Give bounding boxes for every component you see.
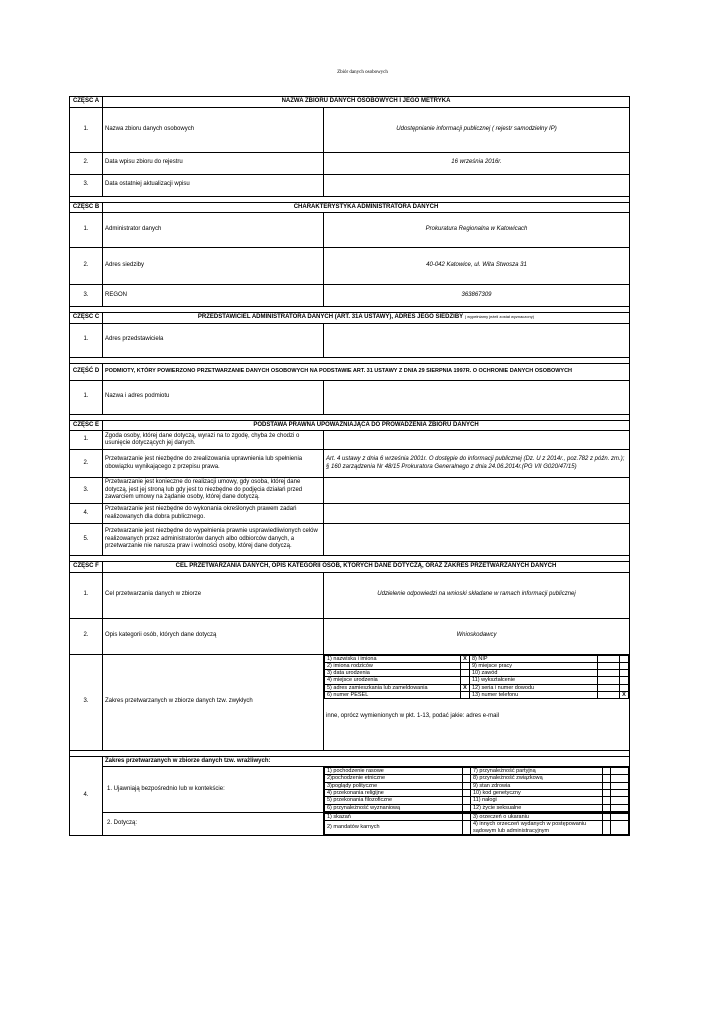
data-category-label: 1) nazwiska i imiona (325, 655, 461, 662)
table-row (70, 152, 630, 174)
field-value: Udzielenie odpowiedzi na wnioski składane w ramach informacji publicznej (324, 572, 630, 618)
section-c-header (70, 313, 630, 324)
row-number: 1. (70, 213, 103, 248)
field-label: Data wpisu zbioru do rejestru (103, 152, 324, 174)
check-mark (461, 677, 470, 684)
row-number: 5. (70, 524, 103, 556)
data-category-label: 13) numer telefonu (470, 692, 598, 699)
section-e-title: PODSTAWA PRAWNA UPOWAŻNIAJĄCA DO PROWADZENIA ZBIORU DANYCH (103, 420, 630, 431)
table-row (70, 107, 630, 152)
empty-cell (598, 677, 620, 684)
row-number: 2. (70, 618, 103, 654)
section-c-note: ( wypełniamy jeżeli został wyznaczony) (464, 314, 535, 319)
data-category-label: 3) data urodzenia (325, 670, 461, 677)
data-category-label: 4) miejsce urodzenia (325, 677, 461, 684)
check-mark (620, 670, 629, 677)
list-item (325, 782, 629, 789)
field-label: Zgoda osoby, której dane dotyczą, wyrazi na to zgodę, chyba że chodzi o usunięcie dotyczących jej danych. (103, 431, 324, 450)
row-number: 3. (70, 478, 103, 504)
section-f-header (70, 562, 630, 573)
data-category-label: 12) seria i numer dowodu (470, 684, 598, 691)
check-mark: X (620, 692, 629, 699)
row-number: 1. (70, 431, 103, 450)
field-label: Cel przetwarzania danych w zbiorze (103, 572, 324, 618)
empty-cell (611, 797, 629, 804)
section-a-header (70, 97, 630, 108)
field-value: 16 września 2016r. (324, 152, 630, 174)
list-item (325, 768, 629, 775)
section-a-title: NAZWA ZBIORU DANYCH OSOBOWYCH I JEGO METRYKA (103, 97, 630, 108)
list-item (325, 684, 629, 691)
field-value (324, 323, 630, 357)
list-item (325, 655, 629, 662)
table-row (70, 524, 630, 556)
section-c-label: CZĘŚĆ C (70, 313, 103, 324)
check-mark (620, 677, 629, 684)
field-label: Adres siedziby (103, 248, 324, 285)
sensitive-sub1-cell (324, 767, 630, 813)
row-number: 1. (70, 323, 103, 357)
empty-cell (598, 670, 620, 677)
empty-cell (463, 768, 471, 775)
empty-cell (598, 662, 620, 669)
ordinary-data-table (324, 655, 629, 700)
register-table (69, 96, 630, 836)
check-mark: X (461, 655, 470, 662)
sensitive-sub1-table (324, 767, 629, 812)
field-value (324, 478, 630, 504)
data-category-label: 3)poglądy polityczne (325, 782, 463, 789)
data-category-label: 5) adres zamieszkania lub zameldowania (325, 684, 461, 691)
section-c-title (103, 313, 630, 324)
section-b-label: CZĘŚĆ B (70, 202, 103, 213)
table-row (70, 248, 630, 285)
table-row (70, 380, 630, 414)
list-item (325, 662, 629, 669)
data-category-label: 9) miejsce pracy (470, 662, 598, 669)
data-category-label: 10) zawód (470, 670, 598, 677)
field-value (324, 504, 630, 524)
data-category-label: 7) przynależność partyjną (471, 768, 603, 775)
empty-cell (611, 775, 629, 782)
data-category-label: 5) przekonania filozoficzne (325, 797, 463, 804)
empty-cell (598, 684, 620, 691)
row-number: 3. (70, 654, 103, 750)
field-label: Zakres przetwarzanych w zbiorze danych tzw. zwykłych (103, 654, 324, 750)
field-label: Przetwarzanie jest niezbędne do wypełnienia prawnie usprawiedliwionych celów realizowanych przez administratorów danych albo odbiorców danych, a przetwarzanie nie narusza praw i wolności osoby, której dane dotyczą. (103, 524, 324, 556)
data-category-label: 2)pochodzenie etniczne (325, 775, 463, 782)
empty-cell (603, 789, 611, 796)
check-mark (461, 670, 470, 677)
check-mark (620, 662, 629, 669)
section-d-label: CZĘŚĆ D (70, 363, 103, 380)
field-value (324, 174, 630, 196)
field-label: Data ostatniej aktualizacji wpisu (103, 174, 324, 196)
data-category-label: 6) przynależność wyznaniową (325, 804, 463, 811)
table-row (70, 572, 630, 618)
empty-cell (611, 768, 629, 775)
data-category-label: 8) przynależność związkową (471, 775, 603, 782)
table-row (70, 618, 630, 654)
field-value: Wnioskodawcy (324, 618, 630, 654)
sensitive-sub2-row (70, 812, 630, 835)
data-category-label: 11) wykształcenie (470, 677, 598, 684)
data-category-label: 10) kod genetyczny (471, 789, 603, 796)
empty-cell (463, 782, 471, 789)
section-b-title: CHARAKTERYSTYKA ADMINISTRATORA DANYCH (103, 202, 630, 213)
section-e-label: CZĘŚĆ E (70, 420, 103, 431)
other-data-note: inne, oprócz wymienionych w pkt. 1-13, podać jakie: adres e-mail (326, 713, 500, 720)
sensitive-data-title: Zakres przetwarzanych w zbiorze danych tzw. wrażliwych: (103, 756, 630, 767)
empty-cell (603, 797, 611, 804)
row-number: 4. (70, 504, 103, 524)
list-item (325, 670, 629, 677)
data-category-label: 4) innych orzeczeń wydanych w postępowaniu sądowym lub administracyjnym (471, 821, 603, 835)
row-number: 2. (70, 152, 103, 174)
empty-cell (611, 813, 629, 820)
data-category-label: 1) skazań (325, 813, 463, 820)
field-value: Prokuratura Regionalna w Katowicach (324, 213, 630, 248)
empty-cell (603, 775, 611, 782)
empty-cell (463, 804, 471, 811)
data-category-label: 2) imiona rodziców (325, 662, 461, 669)
field-value (324, 524, 630, 556)
table-row (70, 450, 630, 478)
data-category-label: 2) mandatów karnych (325, 821, 463, 835)
empty-cell (611, 782, 629, 789)
table-row (70, 323, 630, 357)
section-d-title: PODMIOTY, KTÓRY POWIERZONO PRZETWARZANIE DANYCH OSOBOWYCH NA PODSTAWIE ART. 31 USTAWY Z DNIA 29 SIERPNIA 1997R. O OCHRONIE DANYCH OSOBOWYCH (103, 363, 630, 380)
field-label: REGON (103, 285, 324, 307)
field-label: Adres przedstawiciela (103, 323, 324, 357)
table-row (70, 174, 630, 196)
field-value (324, 380, 630, 414)
empty-cell (463, 775, 471, 782)
table-row (70, 504, 630, 524)
section-c-title-text: PRZEDSTAWICIEL ADMINISTRATORA DANYCH (ART. 31A USTAWY), ADRES JEGO SIEDZIBY (197, 314, 464, 320)
data-category-label: 3) orzeczeń o ukaraniu (471, 813, 603, 820)
empty-cell (463, 797, 471, 804)
table-row (70, 654, 630, 750)
empty-cell (603, 768, 611, 775)
list-item (325, 692, 629, 699)
list-item (325, 821, 629, 835)
section-d-header (70, 363, 630, 380)
sensitive-sub2-cell (324, 812, 630, 835)
field-label: Nazwa zbioru danych osobowych (103, 107, 324, 152)
list-item (325, 813, 629, 820)
list-item (325, 677, 629, 684)
data-category-label: 12) życie seksualne (471, 804, 603, 811)
field-value: Udostępnianie informacji publicznej ( rejestr samodzielny IP) (324, 107, 630, 152)
data-category-label: 1) pochodzenie rasowe (325, 768, 463, 775)
check-mark (620, 655, 629, 662)
sensitive-sub2-table (324, 813, 629, 835)
section-f-title: CEL PRZETWARZANIA DANYCH, OPIS KATEGORII OSÓB, KTÓRYCH DANE DOTYCZĄ, ORAZ ZAKRES PRZETWARZANYCH DANYCH (103, 562, 630, 573)
data-category-label: 4) przekonania religijne (325, 789, 463, 796)
field-label: Nazwa i adres podmiotu (103, 380, 324, 414)
empty-cell (603, 821, 611, 835)
field-label: Przetwarzanie jest niezbędne do zrealizowania uprawnienia lub spełnienia obowiązku wynikającego z przepisu prawa. (103, 450, 324, 478)
table-row (70, 213, 630, 248)
empty-cell (611, 804, 629, 811)
check-mark (461, 662, 470, 669)
field-value: 363867309 (324, 285, 630, 307)
field-value: 40-042 Katowice, ul. Wita Stwosza 31 (324, 248, 630, 285)
field-label: Administrator danych (103, 213, 324, 248)
empty-cell (603, 782, 611, 789)
section-f-label: CZĘŚĆ F (70, 562, 103, 573)
field-label: Przetwarzanie jest niezbędne do wykonania określonych prawem zadań realizowanych dla dobra publicznego. (103, 504, 324, 524)
empty-cell (463, 813, 471, 820)
field-label: Opis kategorii osób, których dane dotyczą (103, 618, 324, 654)
data-category-label: 6) numer PESEL (325, 692, 461, 699)
list-item (325, 797, 629, 804)
document-header: Zbiór danych osobowych (337, 70, 388, 75)
check-mark: X (461, 684, 470, 691)
empty-cell (611, 821, 629, 835)
list-item (325, 775, 629, 782)
field-value: Art. 4 ustawy z dnia 6 września 2001r. O dostępie do informacji publicznej (Dz. U z 2014r., poz.782 z późn. zm.); § 160 zarządzenia Nr 48/15 Prokuratora Generalnego z dnia 24.06.2014r.(PG VII G020/47/15) (324, 450, 630, 478)
row-number: 4. (70, 756, 103, 835)
data-category-label: 11) nałogi (471, 797, 603, 804)
empty-cell (598, 692, 620, 699)
row-number: 2. (70, 248, 103, 285)
table-row (70, 478, 630, 504)
section-a-label: CZĘŚĆ A (70, 97, 103, 108)
sensitive-sub1-label: 1. Ujawniają bezpośrednio lub w kontekście: (103, 767, 324, 813)
row-number: 3. (70, 285, 103, 307)
section-e-header (70, 420, 630, 431)
empty-cell (611, 789, 629, 796)
data-category-label: 9) stan zdrowia (471, 782, 603, 789)
row-number: 1. (70, 380, 103, 414)
empty-cell (598, 655, 620, 662)
section-b-header (70, 202, 630, 213)
empty-cell (463, 821, 471, 835)
row-number: 2. (70, 450, 103, 478)
sensitive-sub1-row (70, 767, 630, 813)
ordinary-data-cell (324, 654, 630, 750)
check-mark (620, 684, 629, 691)
sensitive-header-row (70, 756, 630, 767)
row-number: 3. (70, 174, 103, 196)
row-number: 1. (70, 107, 103, 152)
table-row (70, 431, 630, 450)
empty-cell (463, 789, 471, 796)
row-number: 1. (70, 572, 103, 618)
empty-cell (603, 813, 611, 820)
check-mark (461, 692, 470, 699)
empty-cell (603, 804, 611, 811)
sensitive-sub2-label: 2. Dotyczą: (103, 812, 324, 835)
field-value (324, 431, 630, 450)
data-category-label: 8) NIP (470, 655, 598, 662)
field-label: Przetwarzanie jest konieczne do realizacji umowy, gdy osoba, której dane dotyczą, jest jej stroną lub gdy jest to niezbędne do podjęcia działań przed zawarciem umowy na żądanie osoby, której dane dotyczą. (103, 478, 324, 504)
list-item (325, 804, 629, 811)
list-item (325, 789, 629, 796)
table-row (70, 285, 630, 307)
